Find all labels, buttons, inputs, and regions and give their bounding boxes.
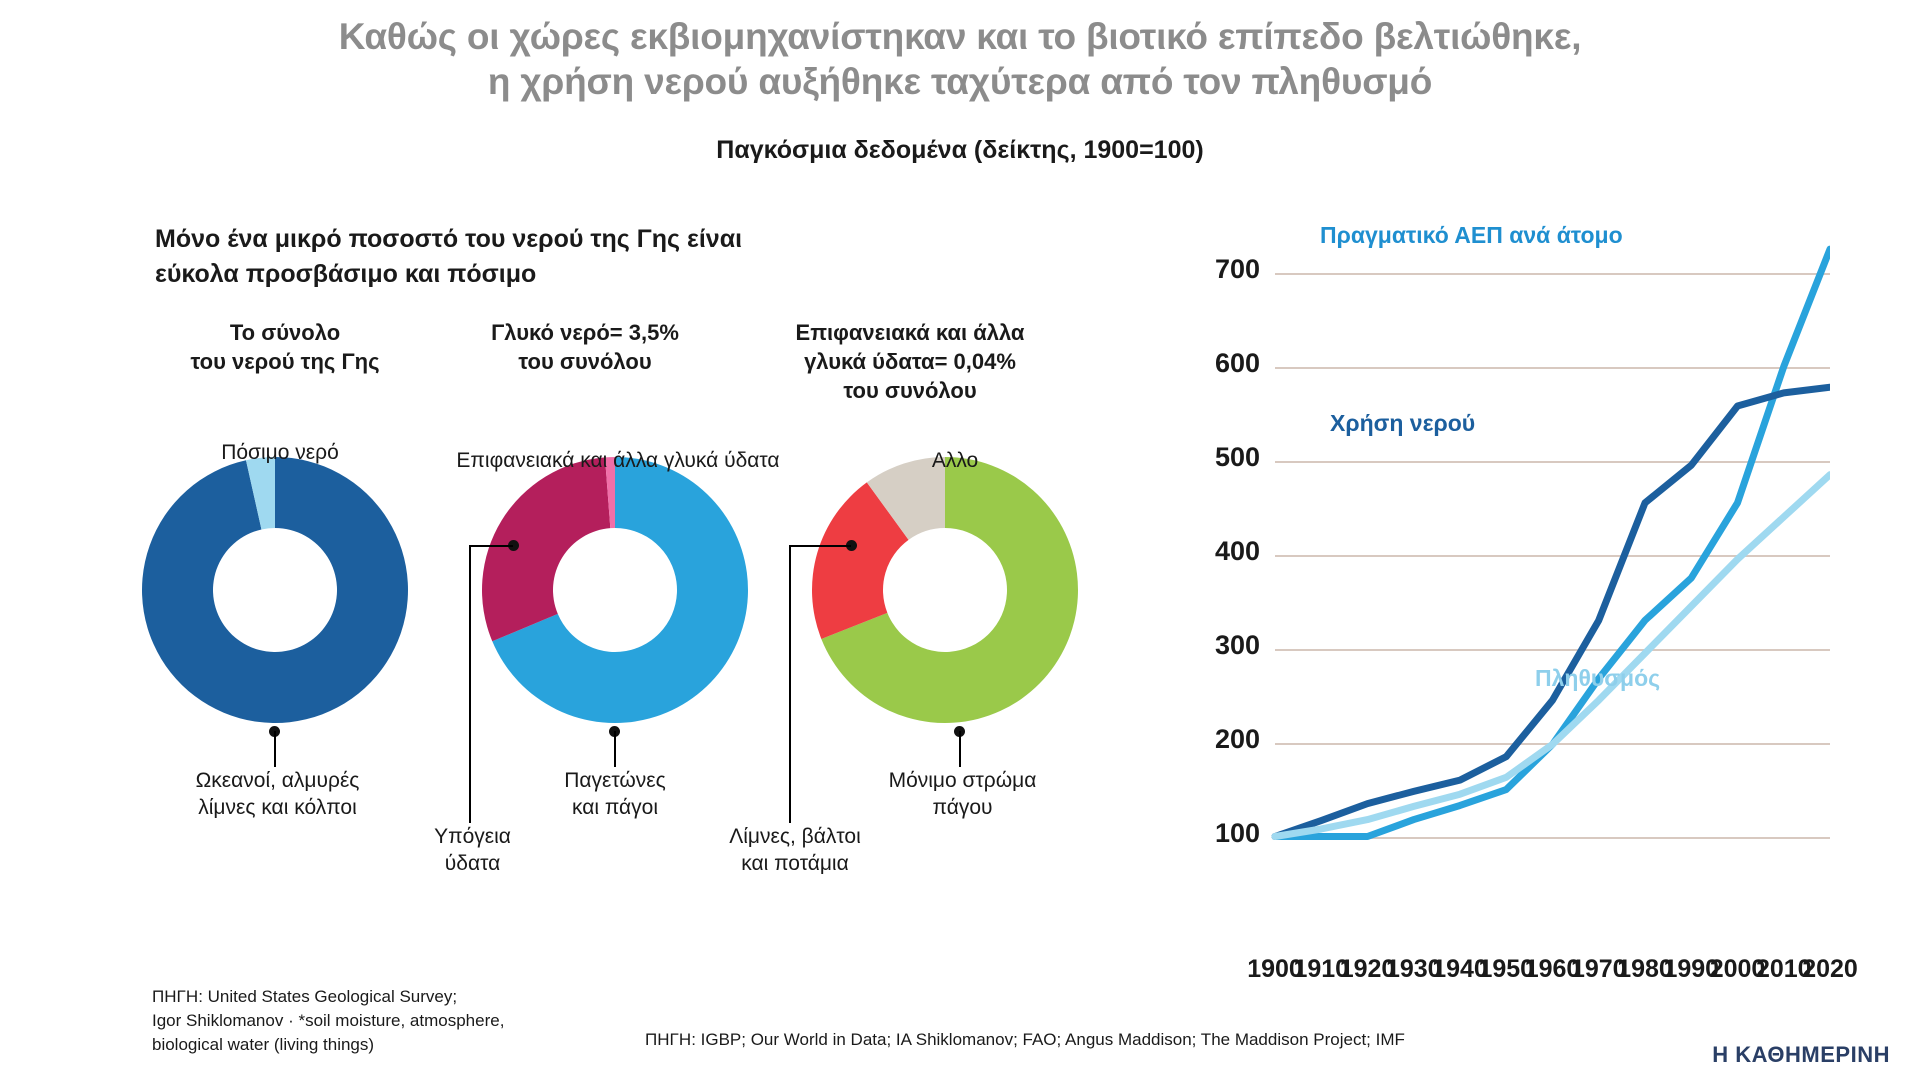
x-tick-1980: 1980: [1617, 955, 1673, 983]
donut1-title-line1: Γλυκό νερό= 3,5%: [491, 320, 679, 345]
donut0-label-drinkable: Πόσιμο νερό: [221, 441, 339, 464]
donut-chart-total-water: [140, 455, 410, 725]
left-heading-line1: Μόνο ένα μικρό ποσοστό του νερού της Γης είναι: [155, 225, 743, 253]
x-tick-1910: 1910: [1293, 955, 1350, 983]
donut1-svg: [480, 455, 750, 725]
y-tick-200: 200: [1214, 723, 1260, 754]
donut2-title-line1: Επιφανειακά και άλλα: [795, 320, 1025, 345]
x-tick-2000: 2000: [1709, 955, 1766, 983]
line-chart: [1070, 215, 1830, 955]
page-subtitle: Παγκόσμια δεδομένα (δείκτης, 1900=100): [716, 136, 1204, 164]
series-label-water-use: Χρήση νερού: [1330, 410, 1476, 436]
donut2-leader-v: [789, 545, 791, 823]
y-tick-300: 300: [1214, 629, 1260, 660]
donut2-leader-line2: [959, 731, 961, 767]
brand-logo: Η ΚΑΘΗΜΕΡΙΝΗ: [1712, 1042, 1890, 1067]
donut-title-total-water: [150, 318, 420, 376]
donut0-svg: [140, 455, 410, 725]
donut-title-freshwater: [440, 318, 730, 376]
x-tick-1970: 1970: [1570, 955, 1627, 983]
chart-series-svg: [1070, 215, 1830, 955]
donut2-title-line3: του συνόλου: [843, 378, 977, 404]
x-tick-1990: 1990: [1663, 955, 1720, 983]
x-tick-1920: 1920: [1339, 955, 1396, 983]
y-tick-100: 100: [1214, 817, 1260, 848]
series-label-population: Πληθυσμός: [1535, 665, 1661, 691]
donut1-leader-v: [469, 545, 471, 823]
donut2-label-permanent-ice: Μόνιμο στρώμα πάγου: [888, 769, 1037, 819]
page-title: [0, 14, 1920, 104]
x-tick-1900: 1900: [1247, 955, 1303, 983]
donut0-title-line1: Το σύνολο: [229, 320, 341, 345]
page-title-line1: Καθώς οι χώρες εκβιομηχανίστηκαν και το βιοτικό επίπεδο βελτιώθηκε,: [338, 16, 1582, 57]
page-title-line2: η χρήση νερού αυξήθηκε ταχύτερα από τον πληθυσμό: [487, 61, 1433, 103]
donut1-leader-h: [469, 545, 513, 547]
chart-source-note: ΠΗΓΗ: IGBP; Our World in Data; IA Shiklomanov; FAO; Angus Maddison; The Maddison Project; IMF: [645, 1030, 1405, 1049]
y-tick-400: 400: [1214, 535, 1260, 566]
donut0-title-line2: του νερού της Γης: [190, 349, 380, 375]
y-tick-500: 500: [1214, 441, 1260, 472]
x-tick-1960: 1960: [1524, 955, 1581, 983]
donut0-label-oceans: Ωκεανοί, αλμυρές λίμνες και κόλποι: [195, 769, 360, 819]
donut2-leader-h: [789, 545, 851, 547]
x-tick-2010: 2010: [1755, 955, 1812, 983]
donut1-label-groundwater: Υπόγεια ύδατα: [434, 825, 511, 875]
donut2-label-lakes: Λίμνες, βάλτοι και ποτάμια: [729, 825, 861, 875]
donut-chart-surface-water: [810, 455, 1080, 725]
left-section-heading: [155, 222, 935, 291]
x-tick-1950: 1950: [1478, 955, 1535, 983]
x-tick-2020: 2020: [1802, 955, 1858, 983]
donut1-title-line2: του συνόλου: [518, 349, 652, 375]
chart-x-axis: [1070, 955, 1858, 995]
series-label-gdp: Πραγματικό ΑΕΠ ανά άτομο: [1320, 222, 1623, 248]
donut1-label-surface: Επιφανειακά και άλλα γλυκά ύδατα: [456, 449, 780, 472]
donut1-leader-line2: [614, 731, 616, 767]
series-line-2: [1275, 475, 1830, 837]
donut1-label-glaciers: Παγετώνες και πάγοι: [564, 769, 666, 819]
donut-title-surface-water: [750, 318, 1070, 405]
left-source-note: ΠΗΓΗ: United States Geological Survey; Igor Shiklomanov · *soil moisture, atmosphere, biological water (living things): [152, 987, 505, 1055]
y-tick-700: 700: [1214, 253, 1260, 284]
left-heading-line2: εύκολα προσβάσιμο και πόσιμο: [155, 259, 537, 288]
donut2-label-other: Αλλο: [931, 449, 979, 472]
y-tick-600: 600: [1214, 347, 1260, 378]
series-line-1: [1275, 387, 1830, 836]
donut-chart-freshwater: [480, 455, 750, 725]
x-tick-1940: 1940: [1432, 955, 1488, 983]
donut0-leader-line: [274, 731, 276, 767]
donut2-svg: [810, 455, 1080, 725]
donut1-slice-1: [482, 457, 610, 641]
donut2-title-line2: γλυκά ύδατα= 0,04%: [804, 349, 1016, 375]
x-tick-1930: 1930: [1385, 955, 1442, 983]
